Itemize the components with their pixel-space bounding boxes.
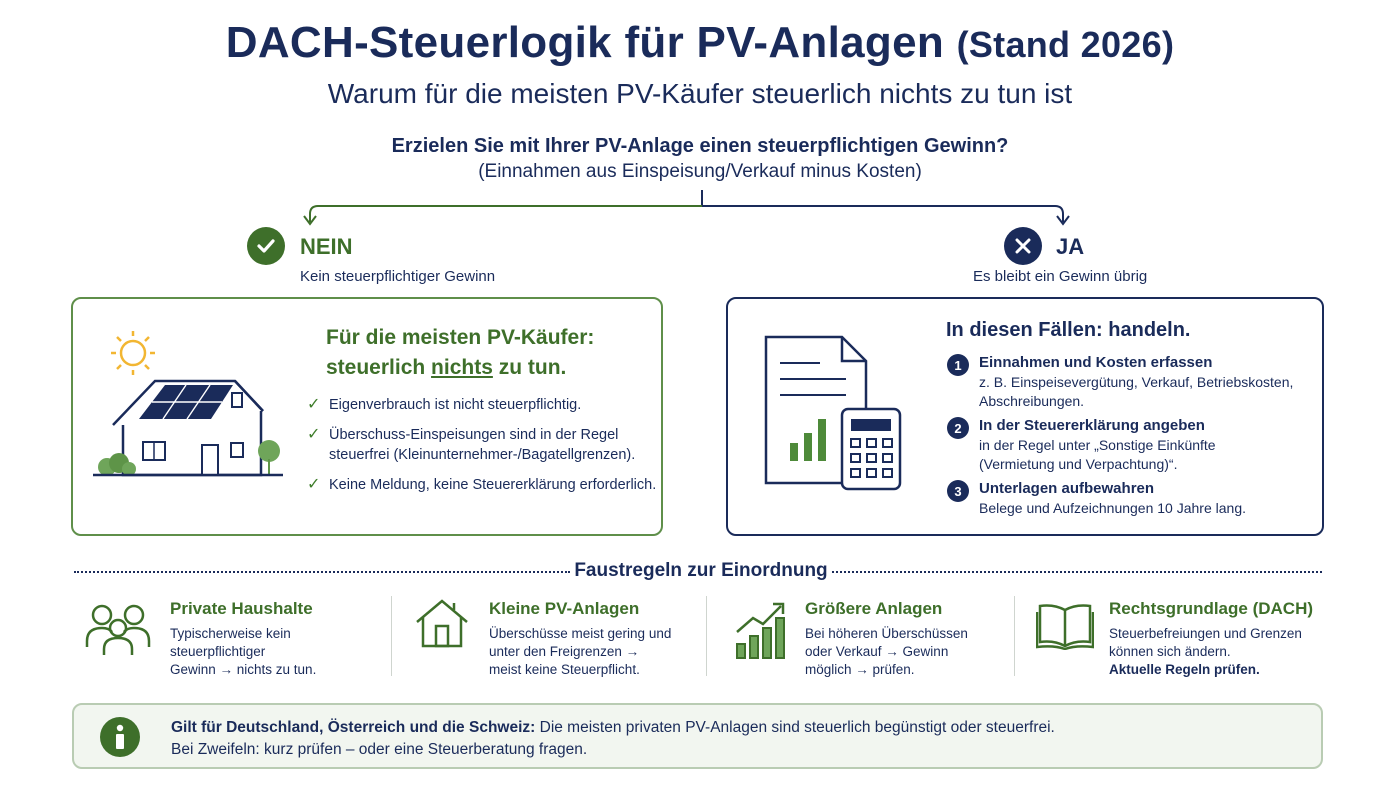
info-box (72, 703, 1323, 769)
list-item: ✓ Keine Meldung, keine Steuererklärung erforderlich. (307, 476, 657, 493)
rule-separator (391, 596, 392, 676)
step-1: 1 Einnahmen und Kosten erfassen z. B. Einspeisevergütung, Verkauf, Betriebskosten, Abschreibungen. (947, 353, 1307, 411)
branch-yes-sub: Es bleibt ein Gewinn übrig (973, 268, 1148, 285)
branch-yes-label: JA (1056, 234, 1085, 259)
step-number: 3 (947, 480, 969, 502)
title-suffix: (Stand 2026) (956, 24, 1175, 65)
step-2: 2 In der Steuererklärung angeben in der Regel unter „Sonstige Einkünfte (Vermietung und Verpachtung)“. (947, 416, 1307, 474)
check-icon: ✓ (307, 396, 321, 413)
step-3: 3 Unterlagen aufbewahren Belege und Aufzeichnungen 10 Jahre lang. (947, 479, 1307, 518)
rule-legal: Rechtsgrundlage (DACH) Steuerbefreiungen und Grenzen können sich ändern. Aktuelle Regeln prüfen. (1109, 599, 1314, 677)
branch-no-sub: Kein steuerpflichtiger Gewinn (300, 268, 496, 285)
rule-small: Kleine PV-Anlagen Überschüsse meist gering und unter den Freigrenzen → meist keine Steuerpflicht. (489, 599, 672, 677)
tax-action-box-title: In diesen Fällen: handeln. (946, 319, 1191, 341)
info-icon (100, 717, 140, 757)
divider-right (832, 571, 1322, 573)
list-item: ✓ Eigenverbrauch ist nicht steuerpflichtig. (307, 396, 582, 413)
rule-large: Größere Anlagen Bei höheren Überschüssen oder Verkauf → Gewinn möglich → prüfen. (805, 599, 968, 677)
step-number: 1 (947, 354, 969, 376)
decision-arrows (290, 186, 1090, 230)
page-subtitle: Warum für die meisten PV-Käufer steuerlich nichts zu tun ist (327, 78, 1073, 109)
step-number: 2 (947, 417, 969, 439)
x-badge-icon (1004, 227, 1042, 265)
no-tax-title-line1: Für die meisten PV-Käufer: (326, 326, 595, 349)
rules-heading: Faustregeln zur Einordnung (574, 560, 828, 581)
rule-separator (1014, 596, 1015, 676)
check-icon: ✓ (307, 476, 321, 493)
sun-icon (111, 331, 155, 375)
emphasis-nichts: nichts (431, 356, 493, 379)
house-icon (414, 598, 470, 650)
info-text: Gilt für Deutschland, Österreich und die Schweiz: Die meisten privaten PV-Anlagen sind steuerlich begünstigt oder steuerfrei. Bei Zweifeln: kurz prüfen – oder eine Steuerberatung fragen. (171, 719, 1055, 758)
no-tax-box-title (326, 323, 594, 383)
question-text: Erzielen Sie mit Ihrer PV-Anlage einen steuerpflichtigen Gewinn? (391, 135, 1009, 157)
check-badge-icon (247, 227, 285, 265)
no-tax-box (71, 297, 663, 536)
growth-chart-icon (733, 600, 789, 662)
page-title (0, 18, 1400, 68)
branch-no-label: NEIN (300, 234, 353, 259)
tax-action-box (726, 297, 1324, 536)
no-tax-list (307, 395, 657, 495)
house-solar-illustration (93, 327, 293, 487)
check-icon: ✓ (307, 426, 321, 443)
document-calculator-icon (762, 335, 907, 495)
book-icon (1036, 602, 1094, 650)
list-item: ✓ Überschuss-Einspeisungen sind in der Regel steuerfrei (Kleinunternehmer-/Bagatellgrenzen). (307, 426, 636, 463)
rule-private: Private Haushalte Typischerweise kein steuerpflichtiger Gewinn → nichts zu tun. (170, 599, 317, 677)
rule-separator (706, 596, 707, 676)
no-tax-title-line2: steuerlich nichts zu tun. (326, 356, 567, 379)
tax-steps (947, 353, 1307, 518)
divider-left (74, 571, 570, 573)
question-subtext: (Einnahmen aus Einspeisung/Verkauf minus Kosten) (478, 161, 922, 182)
people-icon (84, 601, 154, 657)
title-main: DACH-Steuerlogik für PV-Anlagen (225, 18, 945, 67)
